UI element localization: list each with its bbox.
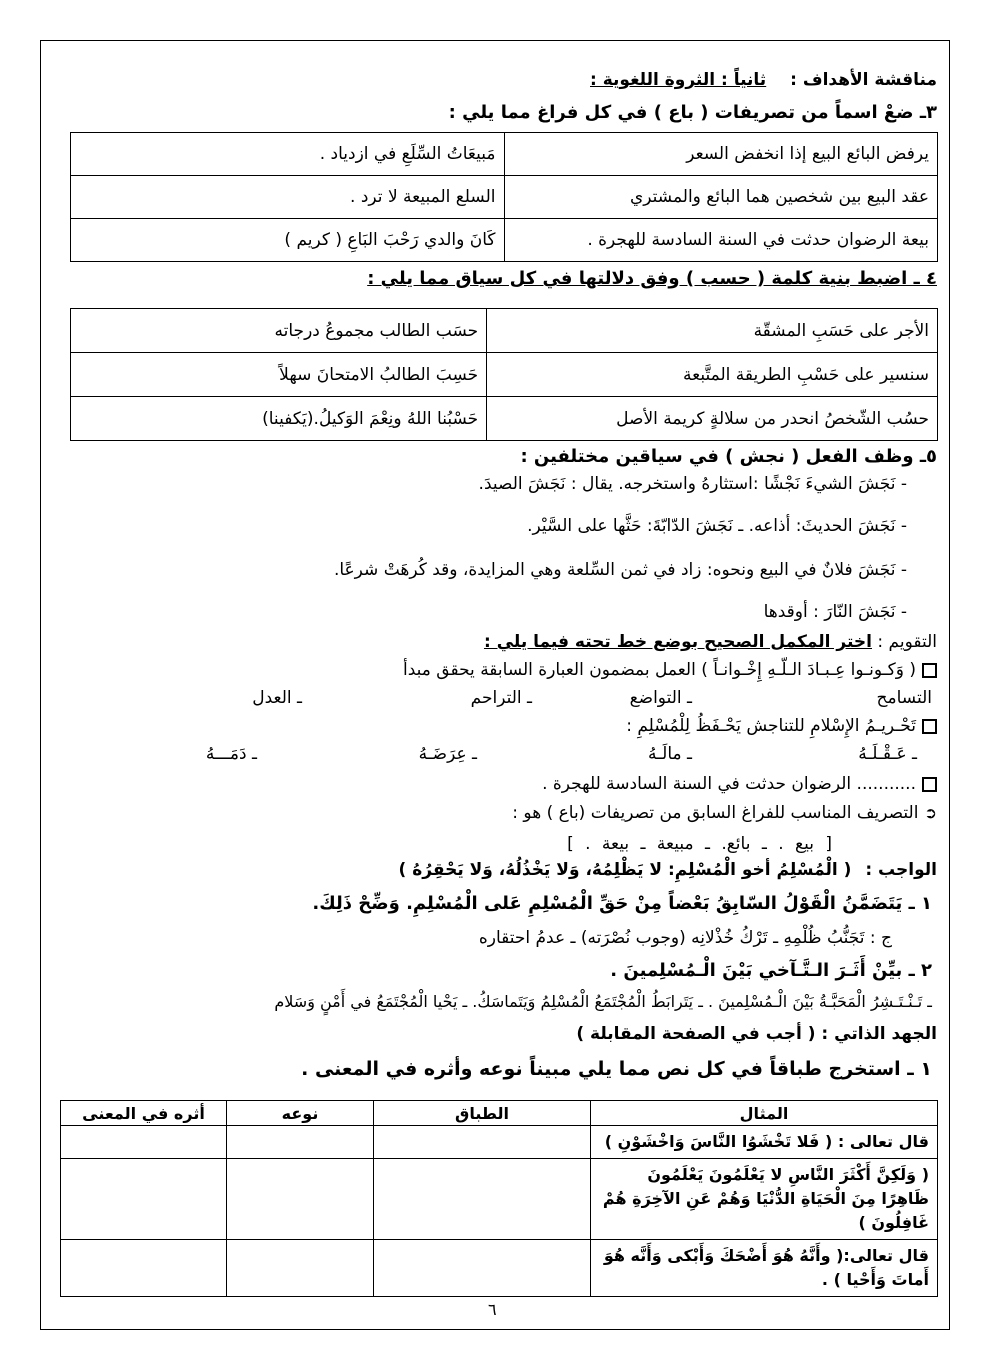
- homework-q1: ١ ـ يَتَضَمَّنُ الْقَوْلُ السّابِقُ بَعْضاً مِنْ حَقِّ الْمُسْلِمِ عَلى الْمُسْلِمِ. وَضِّحْ ذَلِكَ.: [312, 893, 932, 914]
- option[interactable]: ـ العدل: [252, 688, 302, 708]
- q5-line: نَجَشَ النّارَ : أوقدها: [763, 602, 896, 622]
- checkbox-icon: [922, 663, 937, 678]
- answer-cell[interactable]: [374, 1159, 591, 1240]
- answer-cell[interactable]: [227, 1159, 374, 1240]
- homework-a1: ج : تَجَنُّبُ ظُلْمِهِ ـ تَرْكُ خُذْلانِه (وجوب نُصْرَته) ـ عدمُ احتقاره: [478, 928, 892, 948]
- answer-cell[interactable]: [61, 1126, 227, 1159]
- table-row: [71, 176, 938, 219]
- option[interactable]: ـ دَمَـــهُ: [205, 744, 257, 764]
- eval-item-text: التصريف المناسب للفراغ السابق من تصريفات (باع ) هو :: [512, 803, 919, 823]
- q3-table: [70, 132, 938, 262]
- goals-label: مناقشة الأهداف :: [790, 70, 937, 90]
- table-row: [71, 219, 938, 262]
- q5-line: نَجَشَ الحديثَ: أذاعه. ـ نَجَشَ الدّابّةَ: حَثَّها على السَّيْر.: [527, 516, 896, 536]
- column-header: الطباق: [374, 1101, 591, 1126]
- section-title: ثانياً : الثروة اللغوية :: [590, 70, 767, 90]
- q4-table: [70, 308, 938, 441]
- page-number: ٦: [488, 1300, 497, 1319]
- answer-cell[interactable]: [374, 1126, 591, 1159]
- table-row: [61, 1159, 938, 1240]
- example-cell: قال تعالى:( وأَنَّهُ هُوَ أَضْحَكَ وَأَبْكى وَأَنَّه هُوَ أَماتَ وَأَحْيا ) .: [591, 1240, 938, 1297]
- homework-line: [399, 860, 937, 880]
- q4-title: ٤ ـ اضبط بنية كلمة ( حسب ) وفق دلالتها في كل سياق مما يلي :: [367, 268, 937, 289]
- header-line: [590, 70, 937, 90]
- q3-cell: يرفض البائع البيع إذا انخفض السعر: [504, 133, 938, 176]
- list-item: - نَجَشَ النّارَ : أوقدها: [763, 602, 907, 622]
- option[interactable]: ـ التواضع: [629, 688, 692, 708]
- example-cell: ( وَلَكِنَّ أَكْثَرَ النَّاسِ لا يَعْلَمُونَ يَعْلَمُونَ ظَاهِرًا مِنَ الْحَيَاةِ الدُّنْيَا وَهُمْ عَنِ الآخِرَةِ هُمْ غَافِلُونَ ): [591, 1159, 938, 1240]
- option[interactable]: ـ عِرَضَـهُ: [418, 744, 477, 764]
- list-item: - نَجَشَ فلانٌ في البيع ونحوه: زاد في ثمن السِّلعة وهي المزايدة، وقد كُرهَتْ شرعًا.: [333, 560, 907, 580]
- answer-cell[interactable]: [61, 1159, 227, 1240]
- self-effort-q1: ١ ـ استخرج طباقاً في كل نص مما يلي مبيناً نوعه وأثره في المعنى .: [301, 1058, 932, 1080]
- column-header: أثره في المعنى: [61, 1101, 227, 1126]
- q3-cell: السلع المبيعة لا ترد .: [71, 176, 505, 219]
- list-item: - نَجَشَ الحديثَ: أذاعه. ـ نَجَشَ الدّابّةَ: حَثَّها على السَّيْر.: [527, 516, 907, 536]
- eval-item-1: [403, 660, 937, 680]
- answer-cell[interactable]: [374, 1240, 591, 1297]
- q5-title: ٥ـ وظف الفعل ( نجش ) في سياقين مختلفين :: [520, 446, 937, 467]
- q3-cell: كَانَ والدي رَحْبَ البَاعِ ( كريم ): [71, 219, 505, 262]
- eval-item-3: [542, 774, 937, 794]
- column-header: المثال: [591, 1101, 938, 1126]
- checkbox-icon: [922, 719, 937, 734]
- hadith: ( الْمُسْلِمُ أخو الْمُسْلِمِ: لا يَظْلِمُهُ، وَلا يَخْذُلُهُ، وَلا يَحْقِرُهُ ): [398, 860, 852, 880]
- self-effort-label: الجهد الذاتي : ( أجب في الصفحة المقابلة ): [576, 1024, 937, 1044]
- q3-title: ٣ـ ضعْ اسماً من تصريفات ( باع ) في كل فراغ مما يلي :: [448, 102, 937, 123]
- eval-item-text: تَحْـريـمُ الإِسْلامِ للتناجش يَحْـفَظُ لِلْمُسْلِمِ :: [626, 716, 916, 736]
- eval-item-4: [512, 803, 937, 823]
- evaluation-line: [484, 632, 937, 652]
- q3-cell: بيعة الرضوان حدثت في السنة السادسة للهجرة .: [504, 219, 938, 262]
- q4-cell: حسُب الشّخصُ انحدر من سلالةٍ كريمة الأصل: [487, 397, 938, 441]
- table-row: [71, 133, 938, 176]
- evaluation-label: التقويم :: [877, 632, 937, 652]
- example-cell: قال تعالى : ( فَلا تَخْشَوُا النَّاسَ وَاخْشَوْنِ ): [591, 1126, 938, 1159]
- tibaq-table: [60, 1100, 938, 1297]
- eval-item-text: ( وَكـونـوا عِـبـادَ الـلّـهِ إِخْـوانـاً ) العمل بمضمون العبارة السابقة يحقق مبدأ: [403, 660, 916, 680]
- eval-item-2: [626, 716, 937, 736]
- table-row: [71, 353, 938, 397]
- option[interactable]: ـ مالَـهُ: [648, 744, 692, 764]
- option[interactable]: التسامح: [876, 688, 932, 708]
- evaluation-instruction: اختر المكمل الصحيح بوضع خط تحته فيما يلي :: [483, 632, 872, 652]
- q3-cell: عقد البيع بين شخصين هما البائع والمشتري: [504, 176, 938, 219]
- homework-a2: ـ تَـنْـتَـشِرُ الْمَحَبَّـةُ بَيْنَ الْـمُسْلِمينَ . ـ يَتَرابَطُ الْمُجْتَمَعُ الْمُسْلِمُ وَيَتَماسَكُ. ـ يَحْيا الْمُجْتَمَعُ في أَمْنٍ وَسَلام: [274, 992, 932, 1011]
- answer-cell[interactable]: [61, 1240, 227, 1297]
- checkbox-icon: [922, 777, 937, 792]
- q4-cell: الأجر على حَسَبِ المشقّة: [487, 309, 938, 353]
- table-header-row: [61, 1101, 938, 1126]
- table-row: [61, 1240, 938, 1297]
- arrow-icon: ➲: [924, 804, 937, 822]
- q5-line: نَجَشَ فلانٌ في البيع ونحوه: زاد في ثمن السِّلعة وهي المزايدة، وقد كُرهَتْ شرعًا.: [333, 560, 896, 580]
- q4-cell: حسَب الطالب مجموعُ درجاته: [71, 309, 487, 353]
- table-row: [71, 309, 938, 353]
- eval-item-text: ........... الرضوان حدثت في السنة السادسة للهجرة .: [542, 774, 916, 794]
- list-item: - نَجَشَ الشيءَ نَجْشًا :استثارهُ واستخرجه. يقال : نَجَشَ الصيدَ.: [478, 474, 907, 494]
- q4-cell: سنسير على حَسْبِ الطريقة المتَّبعة: [487, 353, 938, 397]
- answer-cell[interactable]: [227, 1126, 374, 1159]
- q4-cell: حَسِبَ الطالبُ الامتحانَ سهلاً: [71, 353, 487, 397]
- column-header: نوعه: [227, 1101, 374, 1126]
- eval-item-4-options[interactable]: [ بيع . ـ بائع. ـ مبيعة ـ بيعة . ]: [567, 834, 832, 854]
- option[interactable]: ـ التراحم: [470, 688, 532, 708]
- q4-cell: حَسْبُنا اللهُ ونِعْمَ الوَكيلُ.(يَكفينا): [71, 397, 487, 441]
- table-row: [71, 397, 938, 441]
- q3-cell: مَبيعَاتُ السِّلَعِ في ازدياد .: [71, 133, 505, 176]
- homework-label: الواجب :: [865, 860, 937, 880]
- homework-q2: ٢ ـ بيِّنْ أَثَـرَ الـتَّـآخي بَيْنَ الْـمُسْلِمينَ .: [610, 960, 932, 981]
- answer-cell[interactable]: [227, 1240, 374, 1297]
- option[interactable]: ـ عَـقْـلَـهُ: [858, 744, 917, 764]
- table-row: [61, 1126, 938, 1159]
- q5-line: نَجَشَ الشيءَ نَجْشًا :استثارهُ واستخرجه. يقال : نَجَشَ الصيدَ.: [478, 474, 896, 494]
